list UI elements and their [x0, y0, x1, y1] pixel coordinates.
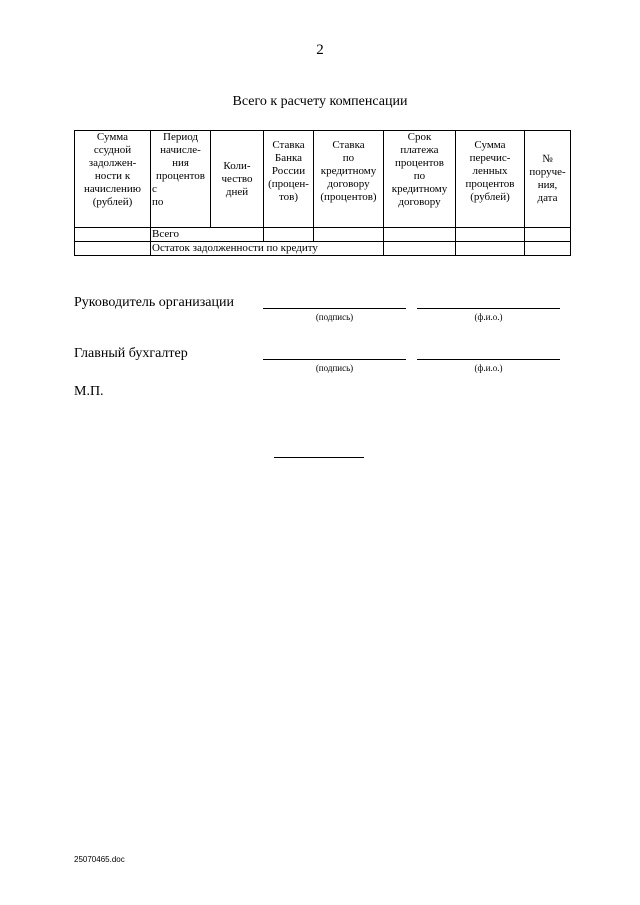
director-signature-line [263, 308, 406, 309]
page-number: 2 [316, 42, 324, 58]
director-name-line [417, 308, 560, 309]
header-central-bank-rate: Ставка Банка России (процен- тов) [264, 131, 314, 228]
header-contract-rate: Ставка по кредитному договору (процентов) [314, 131, 384, 228]
director-name-caption: (ф.и.о.) [474, 312, 503, 322]
end-divider [274, 457, 364, 458]
compensation-table [74, 130, 571, 256]
accountant-name-caption: (ф.и.о.) [474, 363, 503, 373]
accountant-signature-caption: (подпись) [315, 363, 354, 373]
table-row-total [75, 228, 571, 242]
footer-filename: 25070465.doc [74, 855, 125, 864]
accountant-label: Главный бухгалтер [74, 346, 188, 361]
table-header-row [75, 131, 571, 228]
table-row-remainder [75, 242, 571, 256]
header-payment-term: Срок платежа процентов по кредитному договору [384, 131, 456, 228]
remainder-label: Остаток задолженности по кредиту [151, 242, 384, 256]
header-accrual-period: Период начисле- ния процентов с по [151, 131, 211, 228]
header-order-number: № поруче- ния, дата [525, 131, 571, 228]
seal-label: М.П. [74, 384, 104, 399]
total-label: Всего [151, 228, 264, 242]
accountant-signature-line [263, 359, 406, 360]
header-transferred-interest: Сумма перечис- ленных процентов (рублей) [456, 131, 525, 228]
accountant-name-line [417, 359, 560, 360]
document-title: Всего к расчету компенсации [232, 94, 408, 109]
director-label: Руководитель организации [74, 295, 234, 310]
director-signature-caption: (подпись) [315, 312, 354, 322]
header-days-count: Коли- чество дней [211, 131, 264, 228]
header-loan-amount: Сумма ссудной задолжен- ности к начислению (рублей) [75, 131, 151, 228]
